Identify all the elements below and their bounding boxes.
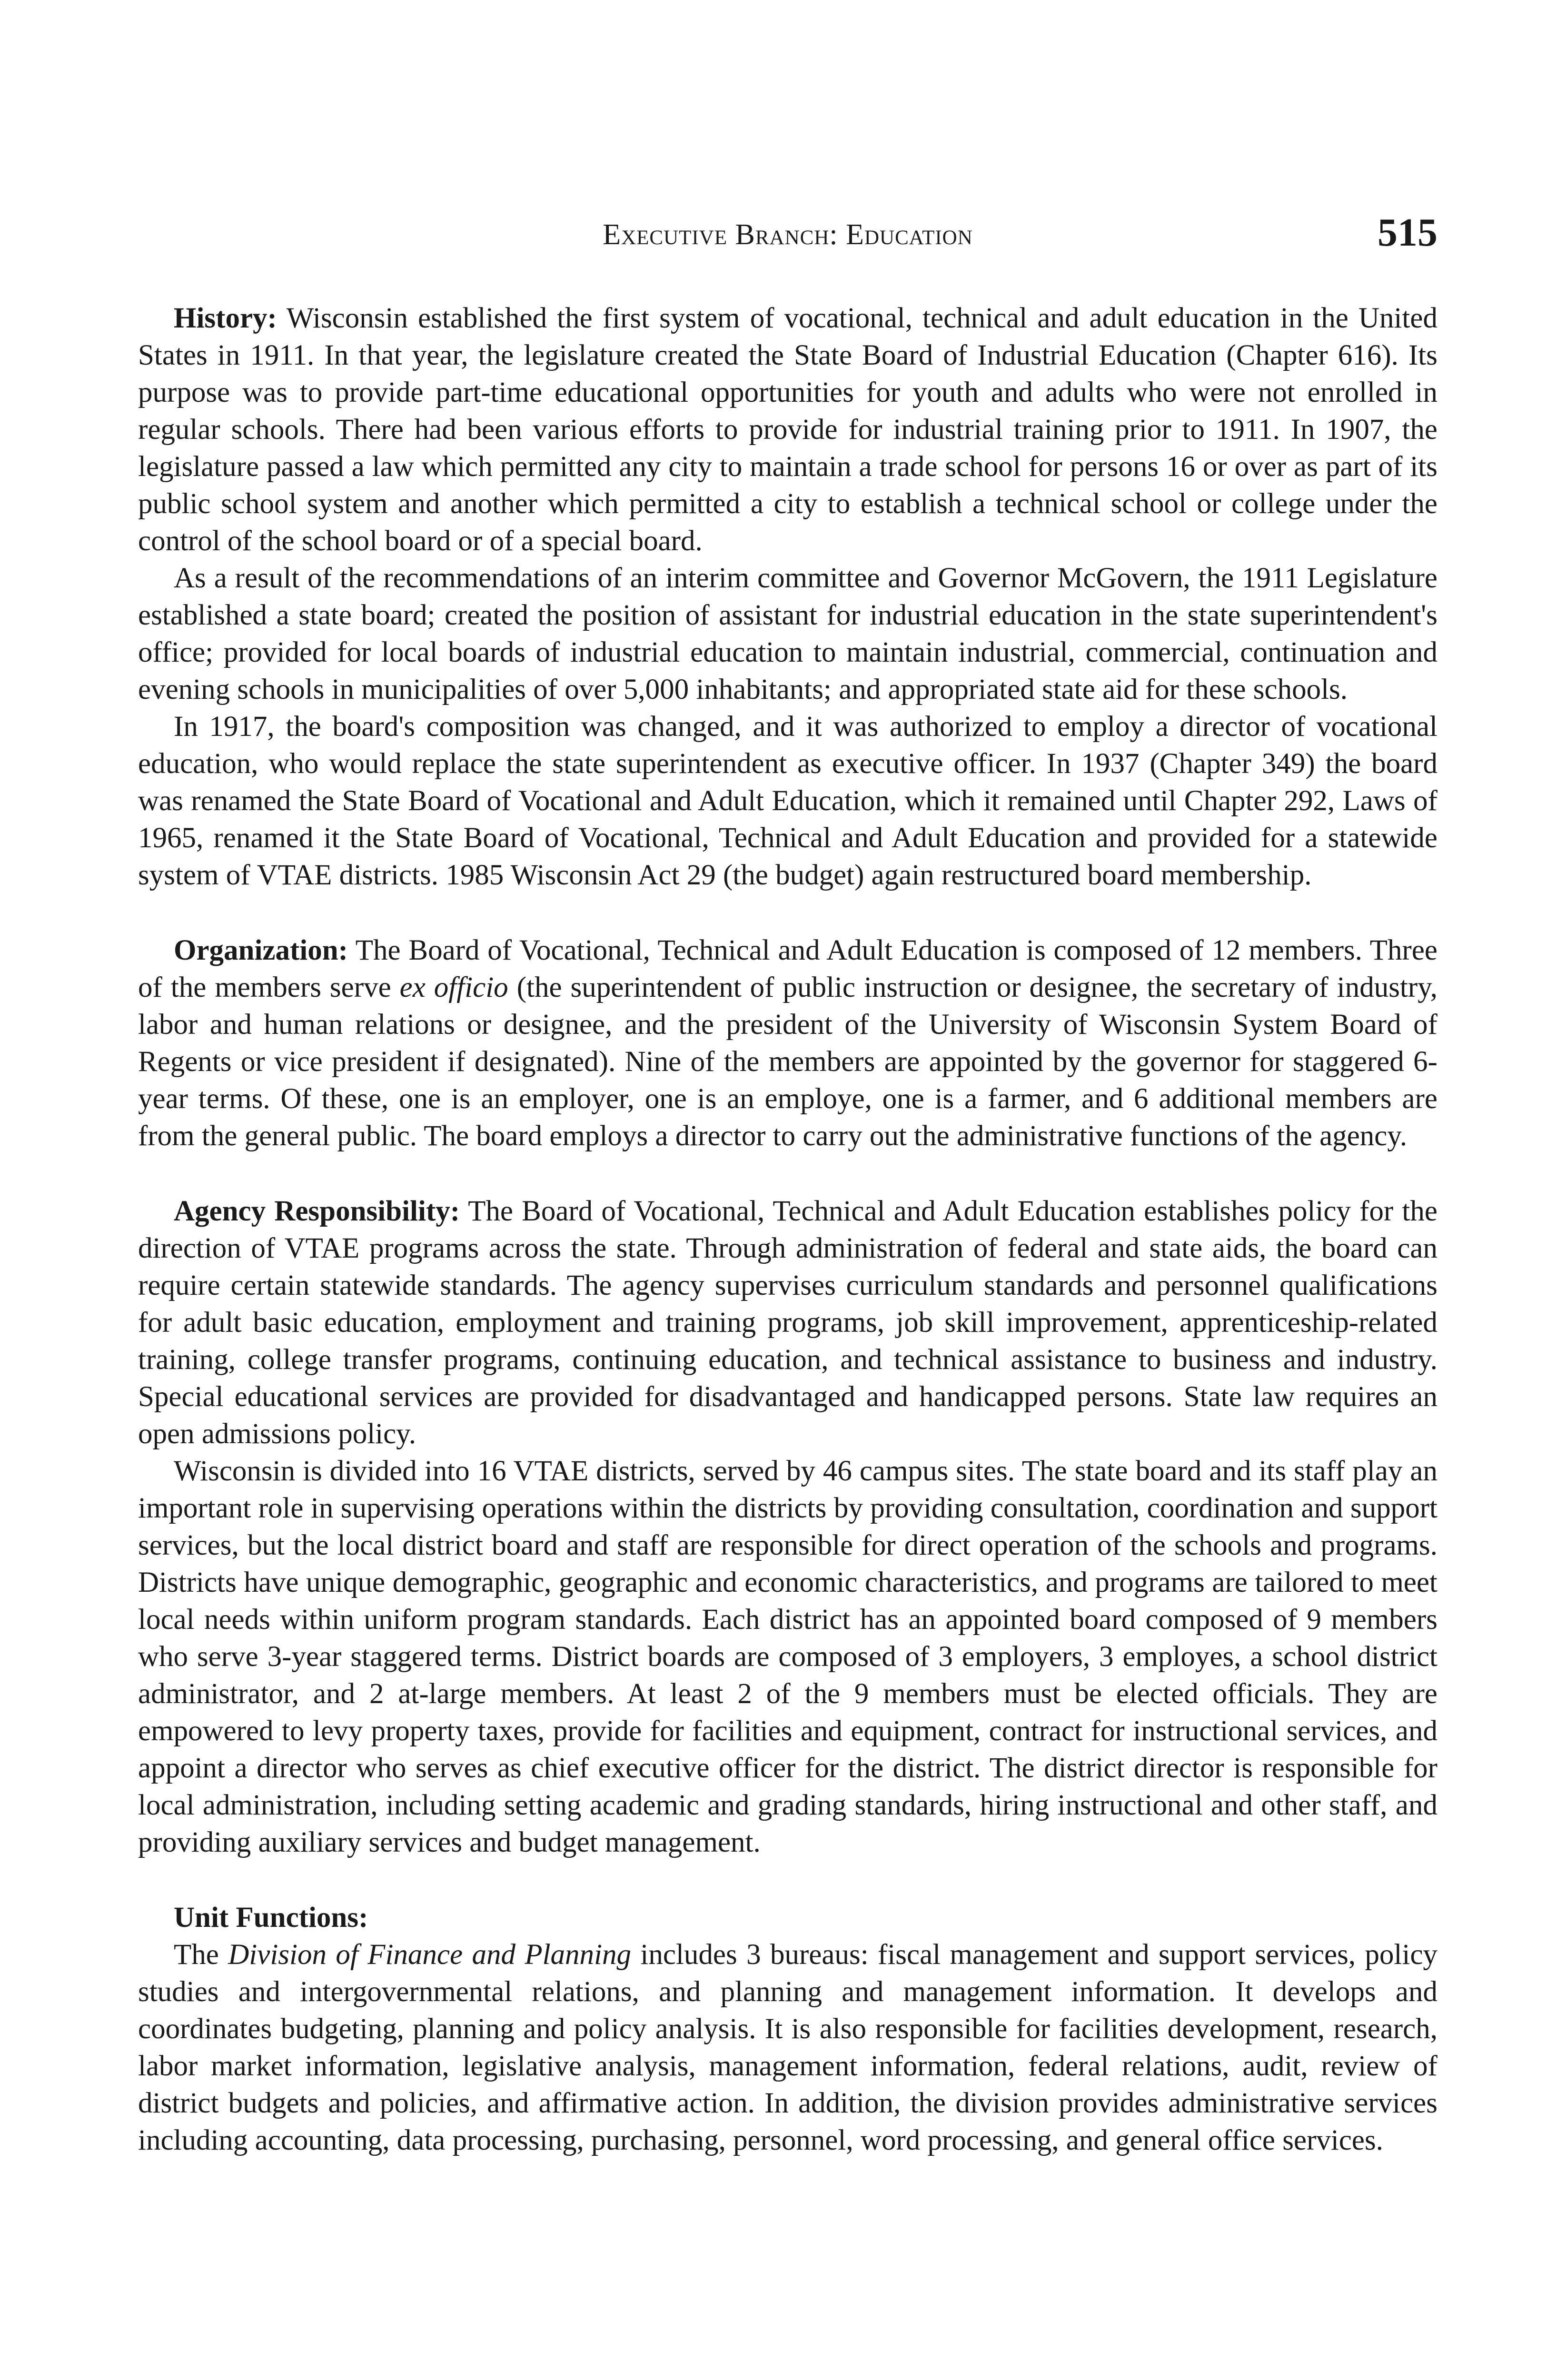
unit-functions-section <box>138 1899 1437 2159</box>
unit-functions-text-before: The <box>174 1939 219 1971</box>
responsibility-text-1: The Board of Vocational, Technical and Adult Education establishes policy for the direction of VTAE programs across the state. Through administration of federal and state aids, the board can require certain statewide standards. The agency supervises curriculum standards and personnel qualifications for adult basic education, employment and training programs, job skill improvement, apprenticeship-related training, college transfer programs, continuing education, and technical assistance to business and industry. Special educational services are provided for disadvantaged and handicapped persons. State law requires an open admissions policy. <box>138 1195 1437 1450</box>
responsibility-paragraph-1 <box>138 1193 1437 1453</box>
history-section <box>138 300 1437 894</box>
history-paragraph-3: In 1917, the board's composition was changed, and it was authorized to employ a director of vocational education, who would replace the state superintendent as executive officer. In 1937 (Chapter 349) the board was renamed the State Board of Vocational and Adult Education, which it remained until Chapter 292, Laws of 1965, renamed it the State Board of Vocational, Technical and Adult Education and provided for a statewide system of VTAE districts. 1985 Wisconsin Act 29 (the budget) again restructured board membership. <box>138 711 1437 891</box>
organization-text-after: (the superintendent of public instruction or designee, the secretary of industry, labor and human relations or designee, and the president of the University of Wisconsin System Board of Regents or vice president if designated). Nine of the members are appointed by the governor for staggered 6-year terms. Of these, one is an employer, one is an employe, one is a farmer, and 6 additional members are from the general public. The board employs a director to carry out the administrative functions of the agency. <box>138 972 1438 1152</box>
page-header <box>138 209 1437 267</box>
organization-label: Organization: <box>174 934 348 966</box>
organization-section <box>138 932 1437 1155</box>
responsibility-paragraph-2: Wisconsin is divided into 16 VTAE districts, served by 46 campus sites. The state board and its staff play an important role in supervising operations within the districts by providing consultation, coordination and support services, but the local district board and staff are responsible for direct operation of the schools and programs. Districts have unique demographic, geographic and economic characteristics, and programs are tailored to meet local needs within uniform program standards. Each district has an appointed board composed of 9 members who serve 3-year staggered terms. District boards are composed of 3 employers, 3 employes, a school district administrator, and 2 at-large members. At least 2 of the 9 members must be elected officials. They are empowered to levy property taxes, provide for facilities and equipment, contract for instructional services, and appoint a director who serves as chief executive officer for the district. The district director is responsible for local administration, including setting academic and grading standards, hiring instructional and other staff, and providing auxiliary services and budget management. <box>138 1455 1437 1858</box>
unit-functions-paragraph <box>138 1936 1437 2159</box>
history-paragraph-1 <box>138 300 1437 560</box>
history-paragraph-2: As a result of the recommendations of an interim committee and Governor McGovern, the 1911 Legislature established a state board; created the position of assistant for industrial education in the state superintendent's office; provided for local boards of industrial education to maintain industrial, commercial, continuation and evening schools in municipalities of over 5,000 inhabitants; and appropriated state aid for these schools. <box>138 562 1437 705</box>
page-number: 515 <box>1378 210 1437 255</box>
document-page <box>138 209 1437 2159</box>
history-label: History: <box>174 302 277 334</box>
organization-paragraph <box>138 932 1437 1155</box>
history-text-1: Wisconsin established the first system of vocational, technical and adult education in the United States in 1911. In that year, the legislature created the State Board of Industrial Education (Chapter 616). Its purpose was to provide part-time educational opportunities for youth and adults who were not enrolled in regular schools. There had been various efforts to provide for industrial training prior to 1911. In 1907, the legislature passed a law which permitted any city to maintain a trade school for persons 16 or over as part of its public school system and another which permitted a city to establish a technical school or college under the control of the school board or of a special board. <box>138 302 1437 557</box>
division-name: Division of Finance and Planning <box>228 1939 632 1971</box>
unit-functions-text-after: includes 3 bureaus: fiscal management and support services, policy studies and intergovernmental relations, and planning and management information. It develops and coordinates budgeting, planning and policy analysis. It is also responsible for facilities development, research, labor market information, legislative analysis, management information, federal relations, audit, review of district budgets and policies, and affirmative action. In addition, the division provides administrative services including accounting, data processing, purchasing, personnel, word processing, and general office services. <box>138 1939 1438 2156</box>
running-head: Executive Branch: Education <box>603 218 973 251</box>
unit-functions-heading: Unit Functions: <box>174 1902 368 1934</box>
organization-text-before: The Board of Vocational, Technical and Adult Education is composed of 12 members. Three of the members serve <box>138 934 1437 1003</box>
organization-italic: ex officio <box>399 972 508 1003</box>
responsibility-label: Agency Responsibility: <box>174 1195 460 1227</box>
responsibility-section <box>138 1193 1437 1861</box>
